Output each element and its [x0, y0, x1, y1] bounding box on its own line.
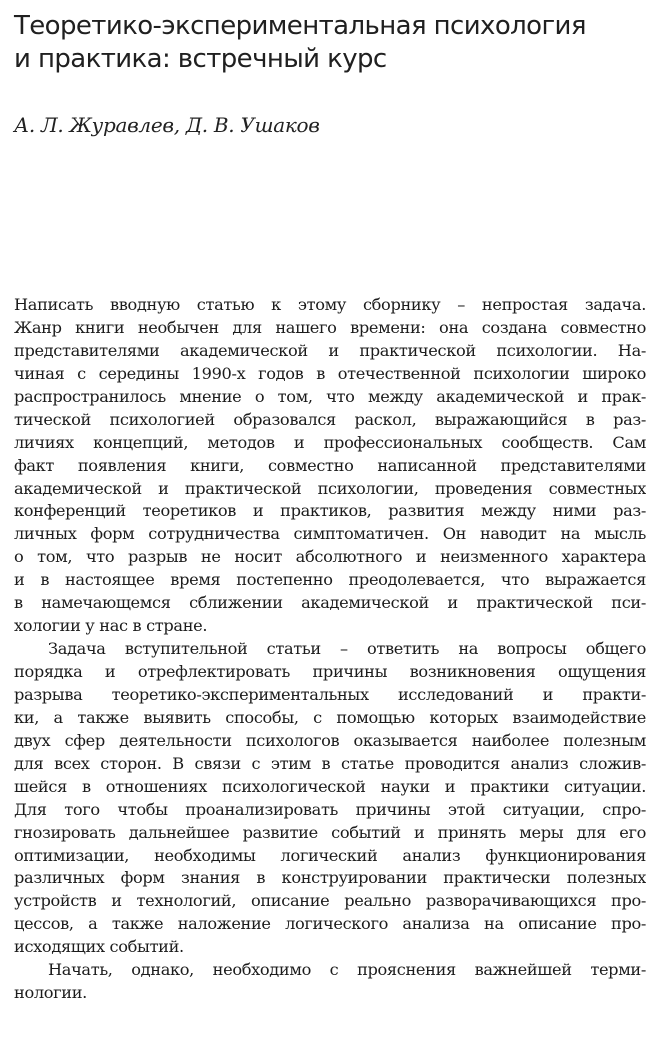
text-line: факт появления книги, совместно написанной представителями	[14, 455, 646, 475]
paragraph	[14, 638, 646, 959]
text-line: Задача вступительной статьи – ответить на вопросы общего	[48, 639, 646, 659]
text-line: чиная с середины 1990-х годов в отечественной психологии широко	[14, 363, 646, 383]
text-line: ки, а также выявить способы, с помощью которых взаимодействие	[14, 707, 646, 727]
text-line: цессов, а также наложение логического анализа на описание про-	[14, 914, 646, 934]
article-authors: А. Л. Журавлев, Д. В. Ушаков	[14, 113, 320, 137]
text-line: представителями академической и практической психологии. На-	[14, 340, 646, 360]
article-title	[14, 10, 654, 76]
text-line: гнозировать дальнейшее развитие событий и принять меры для его	[14, 822, 646, 842]
text-line: разрыва теоретико-экспериментальных исследований и практи-	[14, 684, 646, 704]
article-body	[14, 294, 646, 1005]
text-line: и в настоящее время постепенно преодолевается, что выражается	[14, 570, 646, 590]
text-line: хологии у нас в стране.	[14, 616, 208, 636]
text-line: Жанр книги необычен для нашего времени: она создана совместно	[14, 317, 646, 337]
text-line: различных форм знания в конструировании практически полезных	[14, 868, 646, 888]
text-line: шейся в отношениях психологической науки и практики ситуации.	[14, 776, 646, 796]
text-line: в намечающемся сближении академической и практической пси-	[14, 593, 646, 613]
text-line: нологии.	[14, 983, 87, 1003]
text-line: оптимизации, необходимы логический анализ функционирования	[14, 845, 646, 865]
paragraph	[14, 959, 646, 1005]
text-line: для всех сторон. В связи с этим в статье проводится анализ сложив-	[14, 753, 646, 773]
title-line: и практика: встречный курс	[14, 44, 387, 74]
text-line: личиях концепций, методов и профессиональных сообществ. Сам	[14, 432, 646, 452]
title-line: Теоретико-экспериментальная психология	[14, 11, 586, 41]
text-line: академической и практической психологии, проведения совместных	[14, 478, 646, 498]
paragraph	[14, 294, 646, 638]
text-line: Написать вводную статью к этому сборнику – непростая задача.	[14, 295, 646, 314]
text-line: Для того чтобы проанализировать причины этой ситуации, спро-	[14, 799, 646, 819]
text-line: тической психологией образовался раскол, выражающийся в раз-	[14, 409, 646, 429]
text-line: порядка и отрефлектировать причины возникновения ощущения	[14, 662, 646, 681]
text-line: двух сфер деятельности психологов оказывается наиболее полезным	[14, 730, 646, 750]
text-line: исходящих событий.	[14, 937, 184, 957]
text-line: личных форм сотрудничества симптоматичен. Он наводит на мысль	[14, 524, 646, 544]
text-line: Начать, однако, необходимо с прояснения важнейшей терми-	[48, 960, 646, 980]
text-line: устройств и технологий, описание реально разворачивающихся про-	[14, 891, 646, 911]
text-line: распространилось мнение о том, что между академической и прак-	[14, 386, 646, 406]
text-line: о том, что разрыв не носит абсолютного и неизменного характера	[14, 547, 646, 567]
text-line: конференций теоретиков и практиков, развития между ними раз-	[14, 501, 646, 521]
